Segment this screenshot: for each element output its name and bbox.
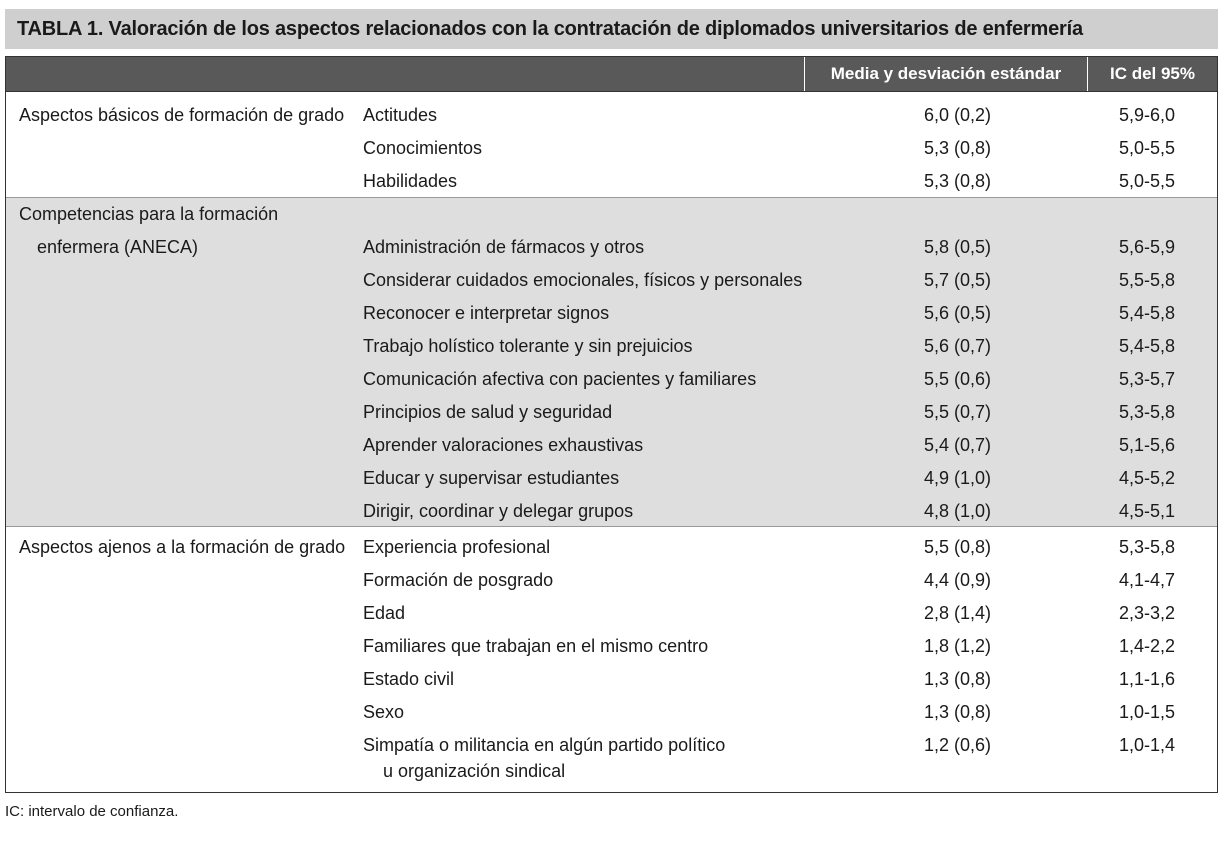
table-row xyxy=(6,756,1217,786)
ci-value: 5,9-6,0 xyxy=(1119,105,1176,125)
ci-value: 5,4-5,8 xyxy=(1119,303,1176,323)
table-row xyxy=(6,330,1217,363)
aspect-label: Simpatía o militancia en algún partido político xyxy=(363,735,726,755)
mean-value: 2,8 (1,4) xyxy=(924,603,992,623)
mean-value: 5,5 (0,8) xyxy=(924,537,992,557)
ci-value: 1,4-2,2 xyxy=(1119,636,1176,656)
aspect-label: Estado civil xyxy=(363,669,455,689)
ci-value: 5,3-5,8 xyxy=(1119,402,1176,422)
ci-value: 5,0-5,5 xyxy=(1119,171,1176,191)
table-row xyxy=(6,132,1217,165)
mean-value: 1,8 (1,2) xyxy=(924,636,992,656)
ci-value: 4,1-4,7 xyxy=(1119,570,1176,590)
table-header-row xyxy=(6,57,1217,92)
ci-value: 5,1-5,6 xyxy=(1119,435,1176,455)
group-label: enfermera (ANECA) xyxy=(37,237,199,257)
table-row xyxy=(6,597,1217,630)
group-label: Competencias para la formación xyxy=(19,204,279,224)
ci-value: 5,5-5,8 xyxy=(1119,270,1176,290)
aspect-label: Conocimientos xyxy=(363,138,483,158)
aspect-label: Aprender valoraciones exhaustivas xyxy=(363,435,644,455)
table-row xyxy=(6,363,1217,396)
group-label: Aspectos básicos de formación de grado xyxy=(19,105,345,125)
ci-value: 4,5-5,1 xyxy=(1119,501,1176,521)
table-row xyxy=(6,231,1217,264)
table-row xyxy=(6,564,1217,597)
mean-value: 5,6 (0,7) xyxy=(924,336,992,356)
aspect-label: Habilidades xyxy=(363,171,458,191)
ci-value: 5,3-5,8 xyxy=(1119,537,1176,557)
ci-value: 5,6-5,9 xyxy=(1119,237,1176,257)
table-row xyxy=(6,462,1217,495)
mean-value: 5,6 (0,5) xyxy=(924,303,992,323)
table-row xyxy=(6,99,1217,132)
ci-value: 4,5-5,2 xyxy=(1119,468,1176,488)
ci-value: 1,0-1,4 xyxy=(1119,735,1176,755)
table-title: TABLA 1. Valoración de los aspectos relacionados con la contratación de diplomados universitarios de enfermería xyxy=(5,9,1218,49)
ci-value: 5,4-5,8 xyxy=(1119,336,1176,356)
aspect-label: Trabajo holístico tolerante y sin prejuicios xyxy=(363,336,693,356)
mean-value: 5,7 (0,5) xyxy=(924,270,992,290)
mean-value: 4,4 (0,9) xyxy=(924,570,992,590)
ci-value: 5,3-5,7 xyxy=(1119,369,1176,389)
aspect-label: Reconocer e interpretar signos xyxy=(363,303,610,323)
table-row xyxy=(6,396,1217,429)
aspect-label: Educar y supervisar estudiantes xyxy=(363,468,620,488)
mean-value: 4,8 (1,0) xyxy=(924,501,992,521)
mean-value: 5,4 (0,7) xyxy=(924,435,992,455)
header-ci: IC del 95% xyxy=(1109,64,1196,83)
aspect-label: Actitudes xyxy=(363,105,438,125)
mean-value: 5,5 (0,7) xyxy=(924,402,992,422)
table-row xyxy=(6,696,1217,729)
aspect-label: Dirigir, coordinar y delegar grupos xyxy=(363,501,634,521)
table-row xyxy=(6,531,1217,564)
ci-value: 1,0-1,5 xyxy=(1119,702,1176,722)
ci-value: 1,1-1,6 xyxy=(1119,669,1176,689)
table-row xyxy=(6,264,1217,297)
mean-value: 1,3 (0,8) xyxy=(924,669,992,689)
aspect-label: Experiencia profesional xyxy=(363,537,551,557)
table-row xyxy=(6,165,1217,198)
table-row xyxy=(6,198,1217,231)
aspect-label: Principios de salud y seguridad xyxy=(363,402,613,422)
table-footnote: IC: intervalo de confianza. xyxy=(5,803,179,820)
ci-value: 2,3-3,2 xyxy=(1119,603,1176,623)
data-table xyxy=(5,56,1218,793)
group-label: Aspectos ajenos a la formación de grado xyxy=(19,537,346,557)
mean-value: 5,5 (0,6) xyxy=(924,369,992,389)
aspect-label: Edad xyxy=(363,603,406,623)
mean-value: 6,0 (0,2) xyxy=(924,105,992,125)
mean-value: 1,2 (0,6) xyxy=(924,735,992,755)
mean-value: 1,3 (0,8) xyxy=(924,702,992,722)
mean-value: 4,9 (1,0) xyxy=(924,468,992,488)
aspect-label: Administración de fármacos y otros xyxy=(363,237,645,257)
ci-value: 5,0-5,5 xyxy=(1119,138,1176,158)
aspect-label: Considerar cuidados emocionales, físicos y personales xyxy=(363,270,803,290)
header-mean: Media y desviación estándar xyxy=(830,64,1062,83)
aspect-label: Comunicación afectiva con pacientes y familiares xyxy=(363,369,757,389)
aspect-label: Formación de posgrado xyxy=(363,570,554,590)
table-row xyxy=(6,630,1217,663)
aspect-label-continuation: u organización sindical xyxy=(383,761,566,781)
table-row xyxy=(6,663,1217,696)
aspect-label: Familiares que trabajan en el mismo centro xyxy=(363,636,709,656)
mean-value: 5,3 (0,8) xyxy=(924,138,992,158)
mean-value: 5,3 (0,8) xyxy=(924,171,992,191)
table-row xyxy=(6,495,1217,528)
table-row xyxy=(6,297,1217,330)
mean-value: 5,8 (0,5) xyxy=(924,237,992,257)
table-row xyxy=(6,429,1217,462)
aspect-label: Sexo xyxy=(363,702,405,722)
